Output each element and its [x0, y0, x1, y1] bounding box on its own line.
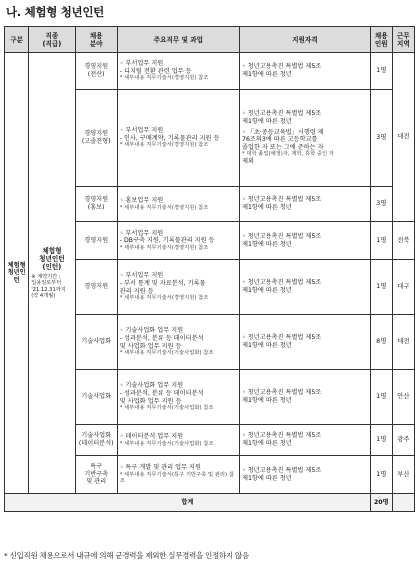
duties-list	[120, 382, 237, 405]
qualification-extra-list	[242, 129, 368, 166]
list-line: 제1항에 따른 청년	[242, 342, 292, 349]
duties-list	[120, 464, 237, 472]
headcount-cell: 1명	[370, 222, 392, 260]
total-label: 합계	[5, 494, 371, 512]
header-field: 채용 분야	[75, 27, 117, 53]
list-line: ◦ 홍보업무 지원	[119, 196, 164, 204]
list-line: 및 사업화 업무 지원 등	[119, 397, 182, 405]
duties-note: * 세부내용 직무기술서(경영지원) 참조	[119, 204, 209, 211]
list-line: 제1항에 따른 청년	[242, 240, 292, 248]
qualification-cell	[240, 53, 371, 90]
duties-list	[120, 272, 237, 295]
contract-period-note: ※ 계약기간 : 입용일로부터 '21.12.31까지 (약 4개월)	[31, 273, 66, 300]
duties-note: * 세부내용 직무기술서(기술사업화) 참조	[119, 405, 214, 412]
list-line: 제1항에 따른 청년	[242, 204, 292, 211]
duties-cell	[117, 222, 239, 260]
qualification-list	[242, 233, 368, 248]
duties-cell	[117, 370, 239, 425]
list-line: 제1항에 따른 청년	[242, 118, 292, 126]
qualification-cell	[240, 456, 371, 494]
headcount-cell: 1명	[370, 456, 392, 494]
list-line: ◦ 기술사업화 업무 지원	[119, 327, 184, 335]
list-line: 관리 지원 등	[119, 287, 154, 295]
field-cell: 기술사업화	[75, 370, 117, 425]
list-line: ◦ 청년고용촉진 특별법 제5조	[242, 279, 322, 287]
list-line: ◦ 기술사업화 업무 지원	[119, 382, 184, 390]
location-cell: 광주	[392, 425, 414, 456]
qualification-cell	[240, 90, 371, 187]
total-row	[5, 494, 415, 512]
headcount-cell: 1명	[370, 260, 392, 315]
headcount-cell: 1명	[370, 53, 392, 90]
list-line: - DB구축 지원, 기록물관리 지원 등	[119, 237, 215, 245]
list-line: 제1항에 따른 청년	[242, 440, 292, 447]
list-line: - 성과분석, 분류 등 데이터분석	[119, 389, 204, 397]
total-headcount: 20명	[370, 494, 392, 512]
list-line: ◦ 특구 개발 및 관리 업무 지원	[119, 464, 201, 472]
list-line: 제외	[242, 157, 254, 165]
qualification-list	[242, 334, 368, 349]
duties-cell	[117, 425, 239, 456]
duties-cell	[117, 187, 239, 222]
duties-list	[120, 60, 237, 75]
list-line: 제1항에 따른 청년	[242, 71, 292, 78]
duties-note: * 세부내용 직무기술서(기술사업화) 참조	[119, 440, 214, 447]
location-cell: 전북	[392, 222, 414, 260]
list-line: ◦ 부서업무 지원	[119, 60, 164, 68]
headcount-cell: 1명	[370, 370, 392, 425]
table-row	[5, 53, 415, 90]
duties-list	[120, 230, 237, 245]
footnote: * 신입직원 채용으로서 내규에 의해 군경력을 제외한 실무경력을 인정하지 않음	[4, 551, 249, 560]
header-category: 구분	[5, 27, 29, 53]
list-line: ◦ 청년고용촉진 특별법 제5조	[242, 196, 322, 204]
job-group-title: 체험형 청년인턴 (인턴)	[39, 246, 65, 272]
list-line: ◦ 청년고용촉진 특별법 제5조	[242, 389, 322, 397]
headcount-cell: 3명	[370, 90, 392, 187]
list-line: ◦ 청년고용촉진 특별법 제5조	[242, 232, 322, 240]
list-line: ◦ 부서업무 지원	[119, 127, 164, 135]
duties-list	[120, 127, 237, 142]
list-line: 졸업한 자 또는 그에 준하는 자	[242, 143, 324, 151]
duties-note: * 세부내용 직무기술서(경영지원) 참조	[119, 75, 209, 82]
qualification-cell	[240, 425, 371, 456]
duties-note: * 세부내용 직무기술서(기술사업화) 참조	[119, 350, 214, 357]
field-cell: 경영지원	[75, 222, 117, 260]
duties-note: * 세부내용 직무기술서(특구 기반구축 및 관리) 참조	[119, 471, 234, 485]
recruitment-table	[4, 26, 415, 512]
qualification-list	[242, 196, 368, 211]
header-headcount: 채용 인원	[370, 27, 392, 53]
duties-cell	[117, 315, 239, 370]
qualification-list	[242, 467, 368, 482]
header-job-group: 직종 (직급)	[29, 27, 75, 53]
duties-note: * 세부내용 직무기술서(경영지원) 참조	[119, 295, 209, 302]
duties-list	[120, 433, 237, 441]
list-line: ◦ 「초·중등교육법」시행령 제	[242, 128, 324, 136]
field-cell: 경영지원 (전산)	[75, 53, 117, 90]
location-cell: 안산	[392, 370, 414, 425]
list-line: - 부서 통계 및 자료분석, 기록물	[119, 279, 206, 287]
field-cell: 기술사업화 (데이터분석)	[75, 425, 117, 456]
category-cell: 체험형 청년인턴	[5, 53, 29, 494]
list-line: 및 사업화 업무 지원 등	[119, 342, 182, 350]
list-line: ◦ 부서업무 지원	[119, 272, 164, 280]
duties-note: * 세부내용 직무기술서(경영지원) 참조	[119, 142, 209, 149]
qualification-cell	[240, 222, 371, 260]
location-cell: 대전	[392, 315, 414, 370]
duties-list	[120, 197, 237, 205]
duties-cell	[117, 456, 239, 494]
list-line: - 디지털 전환 관련 업무 등	[119, 67, 192, 75]
list-line: - 성과분석, 분류 등 데이터분석	[119, 334, 204, 342]
list-line: ◦ 데이터분석 업무 지원	[119, 432, 184, 440]
header-duties: 주요직무 및 과업	[117, 27, 239, 53]
field-cell: 경영지원 (고졸전형)	[75, 90, 117, 187]
list-line: 제1항에 따른 청년	[242, 287, 292, 294]
total-location-empty	[392, 494, 414, 512]
duties-cell	[117, 260, 239, 315]
field-cell: 기술사업화	[75, 315, 117, 370]
location-cell: 대구	[392, 260, 414, 315]
qualification-list	[242, 389, 368, 404]
list-line: 제1항에 따른 청년	[242, 397, 292, 404]
list-line: ◦ 부서업무 지원	[119, 229, 164, 237]
job-group-cell	[29, 53, 75, 494]
header-location: 근무 지역	[392, 27, 414, 53]
qualification-list	[242, 279, 368, 294]
qualification-cell	[240, 260, 371, 315]
list-line: * 대학 졸업(예정)자, 재학, 휴학 중인 자	[242, 151, 334, 158]
headcount-cell: 8명	[370, 315, 392, 370]
field-cell: 경영지원	[75, 260, 117, 315]
list-line: ◦ 청년고용촉진 특별법 제5조	[242, 63, 322, 71]
list-line: ◦ 청년고용촉진 특별법 제5조	[242, 432, 322, 440]
qualification-cell	[240, 187, 371, 222]
qualification-list	[242, 110, 368, 125]
duties-cell	[117, 53, 239, 90]
list-line: 76조의3에 따른 고등학교를	[242, 136, 318, 144]
section-title: 나. 체험형 청년인턴	[6, 5, 104, 19]
list-line: ◦ 청년고용촉진 특별법 제5조	[242, 466, 322, 474]
duties-list	[120, 327, 237, 350]
qualification-list	[242, 63, 368, 78]
field-cell: 특구 기반구축 및 관리	[75, 456, 117, 494]
location-cell: 대전	[392, 53, 414, 222]
list-line: - 인사, 구매계약, 기록물관리 지원 등	[119, 134, 220, 142]
header-qualification: 지원자격	[240, 27, 371, 53]
duties-cell	[117, 90, 239, 187]
headcount-cell: 3명	[370, 187, 392, 222]
duties-note: * 세부내용 직무기술서(경영지원) 참조	[119, 244, 209, 251]
location-cell: 부산	[392, 456, 414, 494]
list-line: 제1항에 따른 청년	[242, 474, 292, 482]
list-line: ◦ 청년고용촉진 특별법 제5조	[242, 110, 322, 118]
qualification-list	[242, 432, 368, 447]
qualification-cell	[240, 315, 371, 370]
list-line: ◦ 청년고용촉진 특별법 제5조	[242, 334, 322, 342]
headcount-cell: 1명	[370, 425, 392, 456]
field-cell: 경영지원 (홍보)	[75, 187, 117, 222]
qualification-cell	[240, 370, 371, 425]
